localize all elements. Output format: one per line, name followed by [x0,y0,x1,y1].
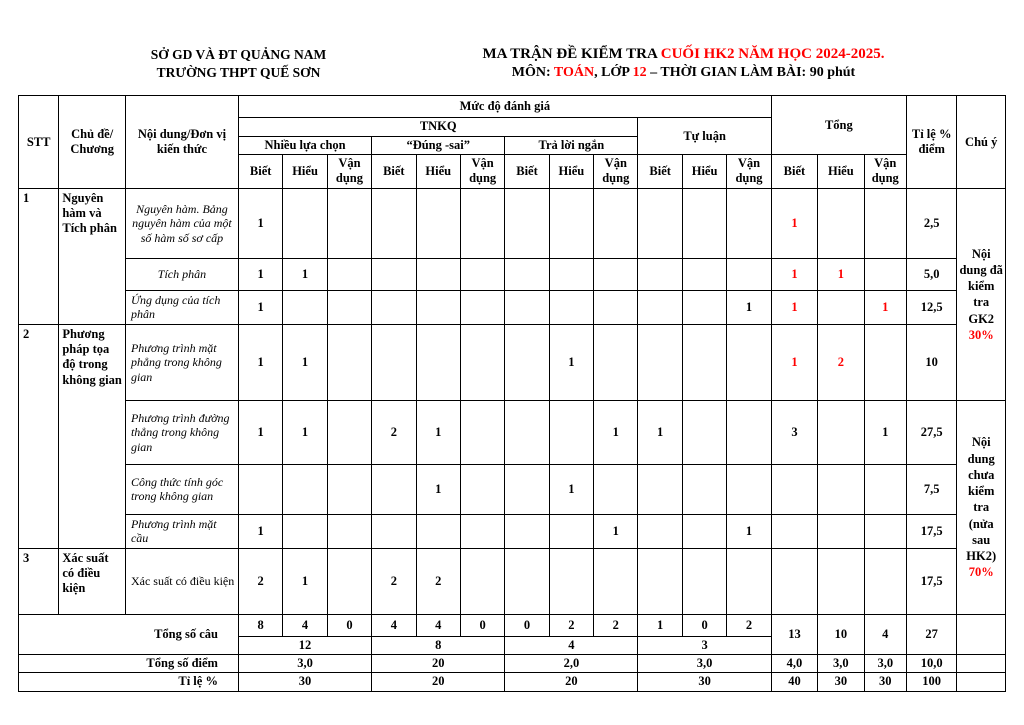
matrix-cell [682,400,726,464]
matrix-cell [327,548,371,614]
tong-cell [771,464,817,514]
matrix-cell [505,548,549,614]
matrix-cell: 0 [327,614,371,636]
tong-cell: 1 [771,188,817,258]
matrix-cell: 1 [549,324,593,400]
table-row [19,258,1006,290]
tong-cell [771,548,817,614]
matrix-cell: 1 [238,514,282,548]
school-block [116,46,361,82]
points-cell: 20 [372,655,505,673]
matrix-cell [727,464,771,514]
format-subtotal-cell: 3 [638,636,771,654]
matrix-cell: 1 [416,464,460,514]
matrix-cell [460,290,504,324]
matrix-cell [416,258,460,290]
tong-cell: 3,0 [864,655,906,673]
col-header-van-dung: Vận dụng [727,154,771,188]
subtitle-grade: 12 [632,65,647,80]
col-header-tong: Tổng [771,96,906,155]
matrix-cell: 1 [549,464,593,514]
matrix-cell [727,188,771,258]
matrix-cell: 1 [727,514,771,548]
matrix-cell [327,324,371,400]
matrix-cell [460,400,504,464]
chapter-cell: Xác suất có điều kiện [59,548,126,614]
tong-cell [864,548,906,614]
percent-cell: 30 [638,673,771,691]
matrix-cell [416,290,460,324]
tong-cell [818,464,864,514]
col-header-muc-do: Mức độ đánh giá [238,96,771,118]
table-row [19,614,1006,636]
note-cell [957,400,1006,614]
matrix-cell: 2 [594,614,638,636]
table-row [19,290,1006,324]
total-points-label: Tổng số điểm [19,655,239,673]
tile-cell: 10 [906,324,956,400]
tong-cell [818,188,864,258]
matrix-cell [727,548,771,614]
matrix-cell [682,258,726,290]
matrix-cell: 2 [238,548,282,614]
col-header-hieu: Hiểu [416,154,460,188]
matrix-cell: 1 [238,324,282,400]
tile-cell: 5,0 [906,258,956,290]
matrix-cell: 1 [283,400,327,464]
tong-cell: 2 [818,324,864,400]
matrix-cell [638,324,682,400]
tong-cell [864,464,906,514]
matrix-cell [283,188,327,258]
document-subtitle [361,65,1006,81]
matrix-cell [549,400,593,464]
matrix-cell [327,514,371,548]
document-title [361,46,1006,63]
topic-cell: Phương trình mặt cầu [125,514,238,548]
matrix-cell: 4 [283,614,327,636]
table-row [19,464,1006,514]
matrix-cell: 1 [594,514,638,548]
col-header-biet: Biết [771,154,817,188]
matrix-cell [460,188,504,258]
table-row [19,514,1006,548]
subtitle-mid: , LỚP [594,65,633,80]
tile-cell: 27 [906,614,956,654]
matrix-cell [372,258,416,290]
matrix-cell: 1 [283,548,327,614]
matrix-cell [727,400,771,464]
matrix-cell [638,464,682,514]
matrix-cell [416,324,460,400]
tong-cell: 3 [771,400,817,464]
matrix-cell [416,188,460,258]
matrix-cell [638,548,682,614]
matrix-cell: 2 [372,548,416,614]
matrix-cell: 2 [549,614,593,636]
tong-cell [864,514,906,548]
percent-cell: 30 [238,673,371,691]
percent-cell: 20 [505,673,638,691]
matrix-cell [682,324,726,400]
matrix-cell: 2 [727,614,771,636]
stt-cell: 1 [19,188,59,324]
topic-cell: Xác suất có điều kiện [125,548,238,614]
tong-cell [818,548,864,614]
table-row [19,400,1006,464]
tile-cell: 27,5 [906,400,956,464]
topic-cell: Phương trình mặt phẳng trong không gian [125,324,238,400]
col-header-hieu: Hiểu [682,154,726,188]
matrix-cell [594,548,638,614]
col-header-hieu: Hiểu [818,154,864,188]
tile-cell: 100 [906,673,956,691]
matrix-cell [727,324,771,400]
col-header-ti-le: Tỉ lệ % điểm [906,96,956,189]
matrix-cell [682,290,726,324]
school-name-line2: TRƯỜNG THPT QUẾ SƠN [156,65,321,81]
matrix-cell [594,464,638,514]
table-row [19,548,1006,614]
col-header-tnkq: TNKQ [238,118,638,136]
matrix-cell [505,324,549,400]
matrix-cell: 0 [460,614,504,636]
matrix-cell: 1 [283,258,327,290]
tile-cell: 2,5 [906,188,956,258]
tile-cell: 12,5 [906,290,956,324]
matrix-cell [505,290,549,324]
matrix-cell [682,188,726,258]
note-empty-cell [957,673,1006,691]
matrix-cell [283,290,327,324]
matrix-cell: 1 [416,400,460,464]
matrix-cell: 1 [727,290,771,324]
tong-cell [864,324,906,400]
table-row [19,324,1006,400]
matrix-cell [372,290,416,324]
tong-cell: 1 [864,290,906,324]
table-row [19,655,1006,673]
matrix-cell [682,548,726,614]
col-header-chu-y: Chú ý [957,96,1006,189]
tong-cell [864,258,906,290]
matrix-cell: 1 [283,324,327,400]
matrix-cell [727,258,771,290]
tile-cell: 7,5 [906,464,956,514]
title-block [361,46,1006,81]
col-header-noi-dung: Nội dung/Đơn vị kiến thức [125,96,238,189]
matrix-cell [549,290,593,324]
matrix-cell [327,258,371,290]
matrix-cell [372,464,416,514]
matrix-cell [594,324,638,400]
tong-cell [864,188,906,258]
topic-cell: Nguyên hàm. Bảng nguyên hàm của một số hàm số sơ cấp [125,188,238,258]
topic-cell: Phương trình đường thẳng trong không gian [125,400,238,464]
col-header-biet: Biết [505,154,549,188]
matrix-cell [638,188,682,258]
matrix-cell [505,258,549,290]
matrix-cell [283,514,327,548]
tong-cell: 40 [771,673,817,691]
title-text-black: MA TRẬN ĐỀ KIỂM TRA [482,46,661,62]
points-cell: 3,0 [238,655,371,673]
matrix-cell [682,464,726,514]
matrix-cell: 1 [638,400,682,464]
matrix-cell: 1 [638,614,682,636]
tong-cell [771,514,817,548]
tong-cell: 1 [864,400,906,464]
matrix-cell: 0 [682,614,726,636]
matrix-cell [460,258,504,290]
topic-cell: Ứng dụng của tích phân [125,290,238,324]
stt-cell: 3 [19,548,59,614]
format-subtotal-cell: 12 [238,636,371,654]
matrix-cell [372,188,416,258]
note-percent: 70% [968,565,994,580]
matrix-cell [505,514,549,548]
col-header-tu-luan: Tự luận [638,118,771,155]
matrix-cell [594,258,638,290]
matrix-cell: 1 [594,400,638,464]
matrix-cell: 1 [238,400,282,464]
matrix-cell [327,400,371,464]
subtitle-rest: – THỜI GIAN LÀM BÀI: 90 phút [646,65,856,80]
percent-cell: 20 [372,673,505,691]
matrix-cell [372,324,416,400]
total-questions-label: Tổng số câu [19,614,239,654]
matrix-cell [460,464,504,514]
tong-cell: 4 [864,614,906,654]
col-header-biet: Biết [238,154,282,188]
matrix-table [18,95,1006,691]
tong-cell [818,290,864,324]
matrix-cell [327,290,371,324]
tong-cell: 1 [771,258,817,290]
col-header-biet: Biết [638,154,682,188]
matrix-cell [416,514,460,548]
format-subtotal-cell: 4 [505,636,638,654]
tong-cell: 30 [864,673,906,691]
matrix-cell [638,514,682,548]
matrix-cell [505,464,549,514]
percentage-label: Tỉ lệ % [19,673,239,691]
tong-cell: 1 [818,258,864,290]
col-header-chu-de: Chủ đề/ Chương [59,96,126,189]
matrix-cell: 2 [372,400,416,464]
note-percent: 30% [968,327,994,342]
table-row [19,96,1006,118]
matrix-cell: 2 [416,548,460,614]
matrix-cell [505,188,549,258]
topic-cell: Công thức tính góc trong không gian [125,464,238,514]
matrix-cell: 1 [238,290,282,324]
tile-cell: 10,0 [906,655,956,673]
col-header-van-dung: Vận dụng [327,154,371,188]
matrix-cell [549,548,593,614]
matrix-cell [549,188,593,258]
matrix-cell [460,324,504,400]
tong-cell: 10 [818,614,864,654]
matrix-cell [638,290,682,324]
matrix-cell [505,400,549,464]
matrix-cell [682,514,726,548]
matrix-cell [327,464,371,514]
tong-cell: 13 [771,614,817,654]
subtitle-mon-label: MÔN: [511,65,554,80]
matrix-cell: 8 [238,614,282,636]
school-name-line1: SỞ GD VÀ ĐT QUẢNG NAM [150,47,327,62]
note-text: Nội dung chưa kiểm tra (nửa sau HK2) [966,435,997,564]
col-header-van-dung: Vận dụng [864,154,906,188]
matrix-cell: 1 [238,188,282,258]
col-header-tra-loi-ngan: Trả lời ngắn [505,136,638,154]
subtitle-mon-value: TOÁN [553,65,595,80]
matrix-cell [638,258,682,290]
matrix-cell: 1 [238,258,282,290]
matrix-cell: 4 [372,614,416,636]
matrix-cell [460,514,504,548]
matrix-cell [238,464,282,514]
topic-cell: Tích phân [125,258,238,290]
matrix-cell [549,258,593,290]
matrix-cell [327,188,371,258]
col-header-van-dung: Vận dụng [460,154,504,188]
tong-cell: 1 [771,324,817,400]
chapter-cell: Nguyên hàm và Tích phân [59,188,126,324]
document-header [18,46,1006,82]
tile-cell: 17,5 [906,514,956,548]
matrix-cell [549,514,593,548]
col-header-dung-sai: “Đúng -sai” [372,136,505,154]
stt-cell: 2 [19,324,59,548]
col-header-hieu: Hiểu [549,154,593,188]
matrix-cell [283,464,327,514]
table-row [19,188,1006,258]
tong-cell: 4,0 [771,655,817,673]
tong-cell: 3,0 [818,655,864,673]
points-cell: 2,0 [505,655,638,673]
col-header-van-dung: Vận dụng [594,154,638,188]
col-header-biet: Biết [372,154,416,188]
tile-cell: 17,5 [906,548,956,614]
matrix-cell [594,290,638,324]
col-header-stt: STT [19,96,59,189]
tong-cell: 30 [818,673,864,691]
points-cell: 3,0 [638,655,771,673]
note-cell [957,188,1006,400]
table-row [19,673,1006,691]
note-empty-cell [957,655,1006,673]
matrix-cell: 4 [416,614,460,636]
chapter-cell: Phương pháp tọa độ trong không gian [59,324,126,548]
note-text: Nội dung đã kiểm tra GK2 [959,246,1003,326]
matrix-cell [460,548,504,614]
matrix-cell [594,188,638,258]
tong-cell [818,514,864,548]
matrix-cell: 0 [505,614,549,636]
tong-cell: 1 [771,290,817,324]
col-header-nhieu-lua-chon: Nhiều lựa chọn [238,136,371,154]
tong-cell [818,400,864,464]
col-header-hieu: Hiểu [283,154,327,188]
matrix-cell [372,514,416,548]
note-empty-cell [957,614,1006,654]
title-text-red: CUỐI HK2 NĂM HỌC 2024-2025. [660,46,885,62]
format-subtotal-cell: 8 [372,636,505,654]
